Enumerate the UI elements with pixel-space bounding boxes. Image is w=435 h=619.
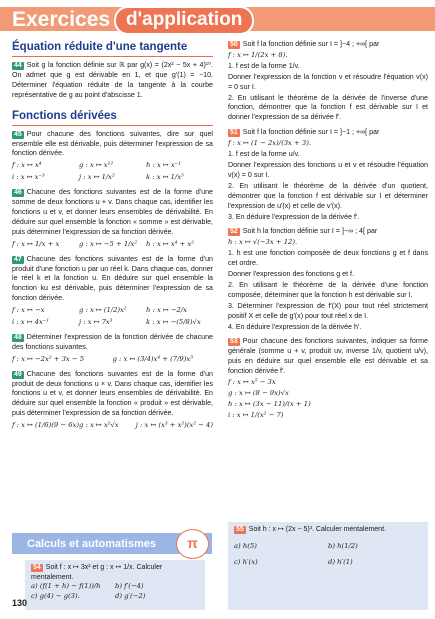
function-item: j : x ↦ 1/x²	[79, 173, 115, 182]
answer-row	[234, 557, 422, 567]
exercise-50	[228, 40, 428, 123]
function-item: g : x ↦ x²√x	[79, 421, 119, 430]
item-c: c) g(4) − g(3).	[31, 591, 80, 600]
question-4: 4. En déduire l'expression de la dérivée h′.	[228, 322, 362, 331]
calc-title-text: Calculs et automatismes	[27, 538, 156, 550]
exercise-number: 50	[230, 41, 238, 48]
function-item: h : x ↦ x⁴ + x²	[146, 239, 194, 248]
function-item: i : x ↦ x⁻³	[12, 173, 45, 182]
answer-row	[31, 592, 199, 602]
exercise-48	[12, 333, 213, 365]
question-3: 3. Déterminer l'expression de f′(X) pour tout réel strictement positif X et celle de g′(x) pour tout réel x de I.	[228, 301, 428, 320]
exercise-54	[25, 560, 205, 610]
question-2: 2. En utilisant le théorème de la dérivée de l'inverse d'une fonction, démontrer que la fonction f est dérivable sur I et donner l'expression de sa dérivée f′.	[228, 93, 428, 122]
function-item: h : x ↦ −2/x	[146, 306, 187, 315]
exercise-text: Pour chacune des fonctions suivantes, dire sur quel ensemble elle est dérivable, puis déterminer l'expression de sa fonction dérivée.	[12, 129, 213, 158]
function-row	[12, 173, 213, 183]
function-definition: f : x ↦ (1 − 2x)/(3x + 3).	[228, 139, 312, 148]
item-b: b) h(1/2)	[328, 542, 358, 550]
exercise-number: 55	[236, 526, 244, 533]
exercise-number: 48	[14, 333, 22, 341]
question-1: 1. f est de la forme 1/v.	[228, 61, 300, 70]
pi-badge-icon: π	[176, 529, 209, 559]
exercise-intro: Soit h la fonction définie sur I = ]−∞ ; 4[ par	[242, 227, 378, 236]
exercise-text: Chacune des fonctions suivantes est de la forme d'un produit de deux fonctions u × v. Dans chaque cas, identifier les fonctions u et v, et donner leurs ensembles de dérivabilité. En déduire sur quel ensemble la fonction « produit » est dérivable, puis déterminer l'expression de sa fonction dérivée.	[12, 369, 213, 418]
question-1: 1. h est une fonction composée de deux fonctions g et f dans cet ordre.	[228, 249, 428, 268]
exercise-number: 52	[230, 228, 238, 236]
function-item: k : x ↦ 1/x⁵	[146, 173, 184, 182]
section-divider	[12, 56, 213, 57]
exercise-number: 51	[230, 129, 238, 137]
item-d: d) h′(1)	[328, 558, 353, 566]
question-1: 1. f est de la forme u/v.	[228, 150, 300, 159]
function-item: j : x ↦ (x³ + x²)(x² − 4)	[135, 421, 213, 430]
page-number: 130	[12, 598, 28, 608]
question-3: 3. En déduire l'expression de la dérivée f′.	[228, 212, 360, 221]
exercise-text: Chacune des fonctions suivantes est de la forme d'un produit d'une fonction u par un réel k. Dans chaque cas, donner le réel k et la fonction u. En déduire sur quel ensemble la fonction ku est dérivable, puis déterminer l'expression de sa fonction dérivée.	[12, 254, 213, 303]
function-item: f : x ↦ x⁴	[12, 161, 42, 170]
question-1-detail: Donner l'expression des fonctions u et v et résoudre l'équation v(x) = 0 sur I.	[228, 160, 428, 179]
function-item: g : x ↦ (3/4)x⁴ + (7/9)x³	[112, 354, 193, 363]
exercise-number: 49	[14, 370, 22, 378]
exercise-text: Chacune des fonctions suivantes est de la forme d'une somme de deux fonctions u + v. Dans chaque cas, identifier les fonctions u et v, et donner leurs ensembles de dérivabilité. En déduire sur quel ensemble la fonction « somme » est dérivable, puis déterminer l'expression de sa fonction dérivée.	[12, 188, 213, 236]
exercise-number: 47	[14, 255, 22, 263]
function-item: g : x ↦ (8 − 9x)√x	[228, 389, 289, 397]
function-item: f : x ↦ 1/x + x	[12, 239, 60, 248]
right-column	[228, 40, 428, 426]
exercise-text: Soit g la fonction définie sur ℝ par g(x) = (2x² − 5x + 4)¹⁰. On admet que g est dérivable en 1, et que g′(1) = −10. Déterminer l'équation réduite de la tangente à la courbe représentative de g au point d'abscisse 1.	[12, 61, 213, 99]
question-1-detail: Donner l'expression des fonctions g et f.	[228, 270, 354, 279]
exercise-text: Soit f : x ↦ 3x² et g : x ↦ 1/x. Calculer mentalement.	[31, 564, 163, 581]
exercise-45	[12, 130, 213, 184]
function-item: f : x ↦ x⁵ − 3x	[228, 378, 276, 387]
exercise-52	[228, 227, 428, 332]
exercise-53	[228, 337, 428, 420]
exercise-49	[12, 370, 213, 431]
function-row	[12, 421, 213, 431]
function-item: i : x ↦ 1/(x² − 7)	[228, 410, 284, 419]
exercise-text: Pour chacune des fonctions suivantes, indiquer sa forme générale (somme u + v, produit uv, inverse 1/v, quotient u/v), puis en déduire sur quel ensemble elle est dérivable et sa fonction dérivée f′.	[228, 337, 428, 376]
exercise-55	[228, 522, 428, 610]
exercise-number: 53	[230, 338, 238, 346]
exercise-number: 46	[14, 189, 22, 197]
left-column	[12, 40, 213, 436]
answer-row	[234, 541, 422, 551]
header-pill: d'application	[114, 6, 254, 35]
exercise-text: Déterminer l'expression de la fonction dérivée de chacune des fonctions suivantes.	[12, 332, 213, 351]
page-header	[0, 0, 435, 36]
exercise-number: 44	[14, 62, 22, 69]
function-row	[12, 318, 213, 328]
exercise-intro: Soit f la fonction définie sur I = ]−4 ; +∞[ par	[242, 40, 380, 48]
function-row	[12, 161, 213, 171]
function-row	[12, 355, 213, 365]
function-definition: h : x ↦ √(−3x + 12).	[228, 238, 298, 247]
function-row	[12, 240, 213, 250]
item-d: d) g′(−2)	[115, 591, 146, 600]
exercise-intro: Soit f la fonction définie sur I = ]−1 ; +∞[ par	[242, 128, 380, 137]
function-item: f : x ↦ −x	[12, 306, 45, 315]
function-item: f : x ↦ (1/6)(9 − 6x)	[12, 421, 80, 430]
section-divider	[12, 125, 213, 126]
function-definition: f : x ↦ 1/(2x + 8).	[228, 50, 288, 59]
question-1-detail: Donner l'expression de la fonction v et résoudre l'équation v(x) = 0 sur I.	[228, 72, 428, 91]
exercise-46	[12, 188, 213, 249]
function-item: i : x ↦ 4x⁻¹	[12, 318, 50, 327]
function-item: j : x ↦ 7x³	[79, 318, 113, 327]
function-item: h : x ↦ (3x − 11)/(x + 1)	[228, 399, 311, 408]
exercise-47	[12, 255, 213, 328]
function-item: f : x ↦ −2x² + 3x − 5	[12, 354, 85, 363]
section-title-tangente: Équation réduite d'une tangente	[12, 41, 188, 53]
function-item: g : x ↦ −5 + 1/x²	[79, 239, 138, 248]
function-item: g : x ↦ (1/2)x²	[79, 306, 127, 315]
exercise-51	[228, 128, 428, 222]
item-b: b) f′(−4)	[115, 582, 144, 590]
function-item: h : x ↦ x⁻¹	[146, 161, 181, 170]
exercise-text: Soit h : x ↦ (2x − 5)³. Calculer mentalement.	[248, 526, 386, 533]
question-2: 2. En utilisant le théorème de la dérivée d'une fonction composée, déterminer que la fonction h est dérivable sur I.	[228, 280, 428, 299]
item-a: a) h(5)	[234, 542, 257, 550]
exercise-44	[12, 61, 213, 101]
item-c: c) h′(x)	[234, 558, 258, 566]
exercise-number: 45	[14, 130, 22, 138]
exercise-number: 54	[33, 564, 41, 571]
answer-row	[31, 582, 199, 592]
function-item: k : x ↦ −(5/8)√x	[146, 318, 201, 327]
question-2: 2. En utilisant le théorème de la dérivée d'un quotient, démontrer que la fonction f est dérivable sur I et déterminer l'expression de u′(x) et celle de v′(x).	[228, 181, 428, 210]
function-item: g : x ↦ x¹²	[79, 161, 114, 170]
item-a: a) (f(1 + h) − f(1))/h	[31, 582, 101, 590]
header-title: Exercices	[12, 8, 111, 31]
section-title-derivees: Fonctions dérivées	[12, 109, 117, 122]
function-row	[12, 306, 213, 316]
